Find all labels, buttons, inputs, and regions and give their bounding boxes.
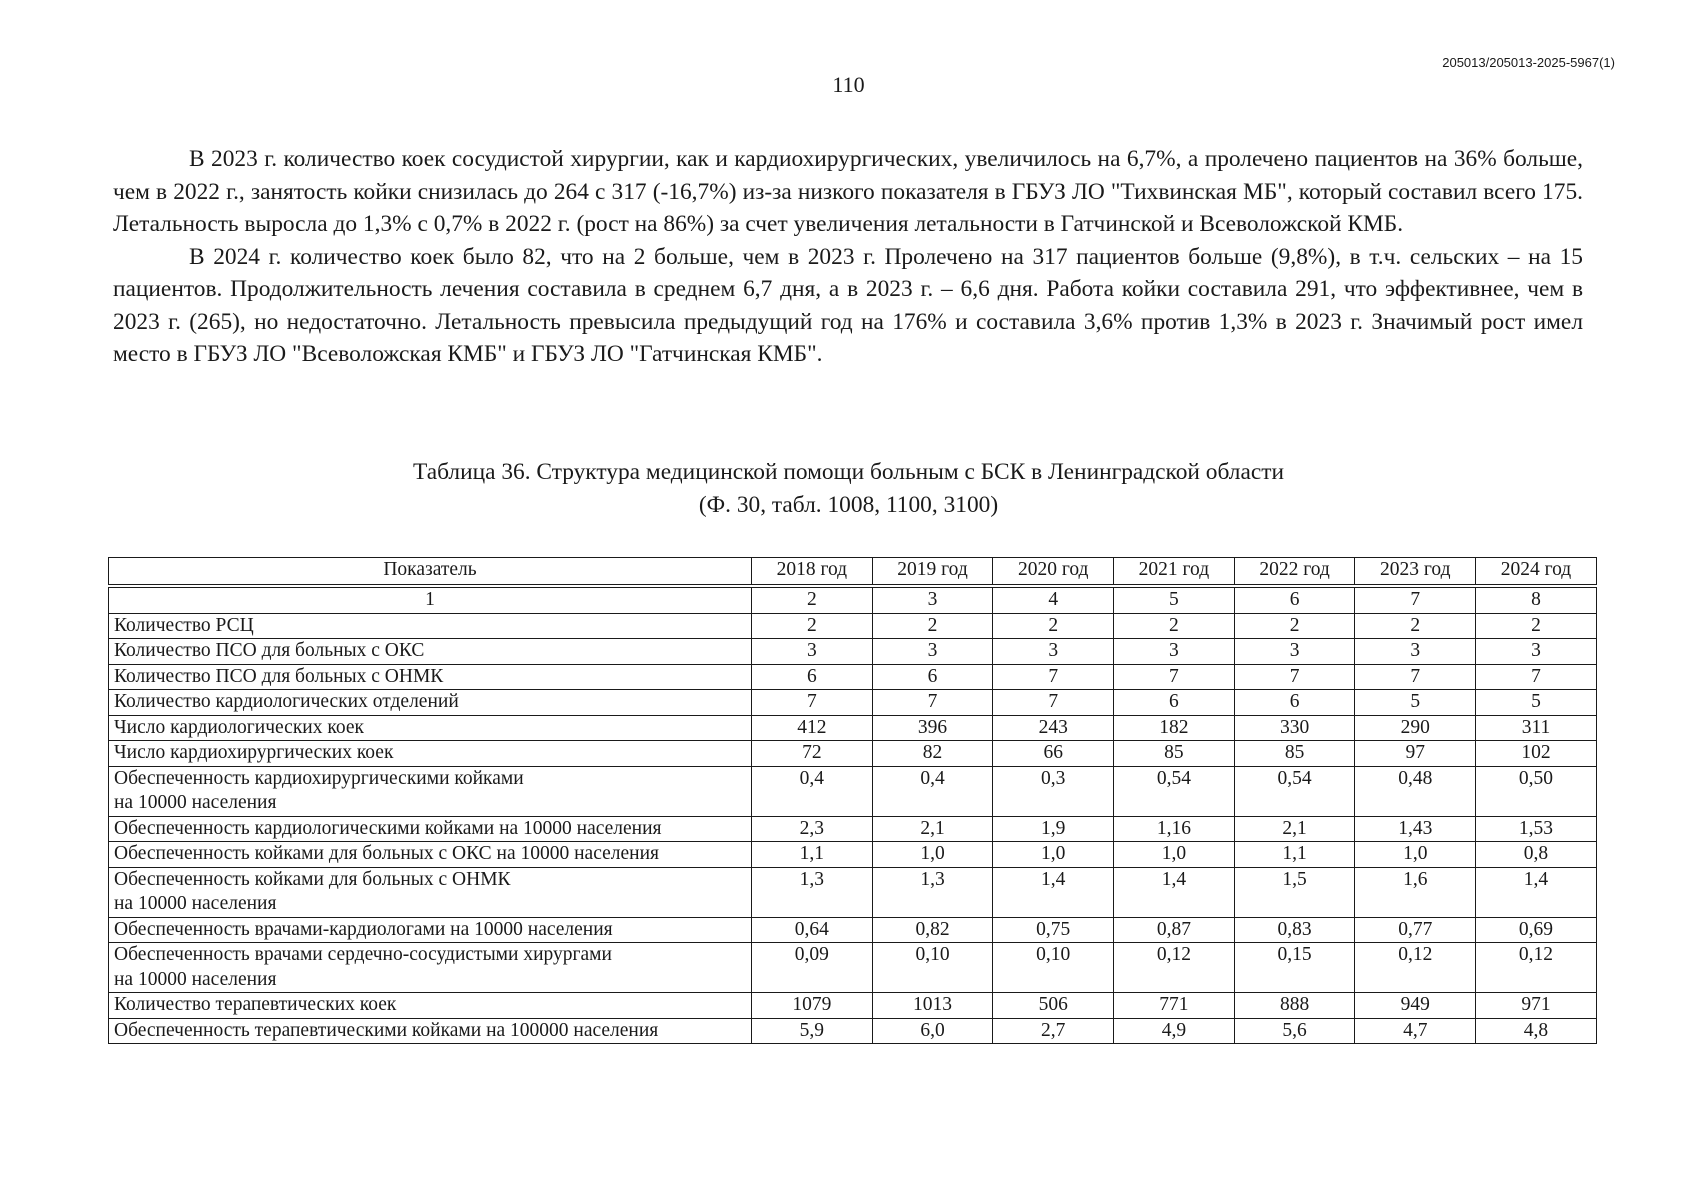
table-cell: 0,15 [1234,943,1355,993]
table-cell: 888 [1234,993,1355,1019]
table-caption-title: Таблица 36. Структура медицинской помощи больным с БСК в Ленинградской области [413,459,1284,485]
table-cell: 0,54 [1234,766,1355,816]
table-cell: 0,10 [872,943,993,993]
table-cell: 0,12 [1114,943,1235,993]
table-cell: 0,69 [1476,917,1597,943]
indicators-table [108,557,1597,1044]
table-row [109,943,1597,993]
table-row [109,664,1597,690]
paragraph-2023: В 2023 г. количество коек сосудистой хирургии, как и кардиохирургических, увеличилось на 6,7%, а пролечено пациентов на 36% больше, чем в 2022 г., занятость койки снизилась до 264 с 317 (-16,7%) из-за низкого показателя в ГБУЗ ЛО "Тихвинская МБ", который составил всего 175. Летальность выросла до 1,3% с 0,7% в 2022 г. (рост на 86%) за счет увеличения летальности в Гатчинской и Всеволожской КМБ. [113,146,1583,237]
table-cell: 1,3 [872,867,993,917]
table-row [109,993,1597,1019]
table-cell: 182 [1114,715,1235,741]
table-cell: 7 [1114,664,1235,690]
table-cell: 2,1 [1234,816,1355,842]
table-cell: 1,4 [1476,867,1597,917]
table-cell: 290 [1355,715,1476,741]
table-cell: 1,0 [1114,842,1235,868]
table-cell: 3 [1476,639,1597,665]
table-cell: 243 [993,715,1114,741]
column-number: 6 [1234,586,1355,613]
row-label: Обеспеченность кардиохирургическими койками на 10000 населения [109,766,752,816]
table-cell: 412 [752,715,873,741]
table-cell: 0,83 [1234,917,1355,943]
table-cell: 1,1 [1234,842,1355,868]
table-cell: 5 [1476,690,1597,716]
table-cell: 4,8 [1476,1018,1597,1044]
document-code: 205013/205013-2025-5967(1) [1442,55,1615,70]
row-label: Обеспеченность врачами сердечно-сосудистыми хирургами на 10000 населения [109,943,752,993]
table-cell: 0,8 [1476,842,1597,868]
table-cell: 2 [1355,613,1476,639]
table-cell: 2 [1114,613,1235,639]
table-cell: 771 [1114,993,1235,1019]
table-cell: 2 [872,613,993,639]
table-cell: 2 [993,613,1114,639]
table-cell: 85 [1234,741,1355,767]
table-cell: 1,43 [1355,816,1476,842]
table-cell: 0,64 [752,917,873,943]
column-number: 1 [109,586,752,613]
row-label: Количество ПСО для больных с ОНМК [109,664,752,690]
table-cell: 0,12 [1355,943,1476,993]
column-header-2021: 2021 год [1114,558,1235,587]
table-cell: 1,4 [1114,867,1235,917]
row-label: Количество РСЦ [109,613,752,639]
table-cell: 1,16 [1114,816,1235,842]
table-cell: 6 [1114,690,1235,716]
row-label: Количество ПСО для больных с ОКС [109,639,752,665]
table-cell: 7 [993,690,1114,716]
table-cell: 0,82 [872,917,993,943]
table-cell: 971 [1476,993,1597,1019]
table-cell: 0,77 [1355,917,1476,943]
row-label: Число кардиологических коек [109,715,752,741]
page-number: 110 [832,72,865,97]
table-cell: 7 [752,690,873,716]
column-number-row [109,586,1597,613]
table-cell: 0,09 [752,943,873,993]
table-cell: 1,6 [1355,867,1476,917]
table-cell: 2,3 [752,816,873,842]
table-cell: 3 [1355,639,1476,665]
table-cell: 396 [872,715,993,741]
table-cell: 949 [1355,993,1476,1019]
row-label: Число кардиохирургических коек [109,741,752,767]
table-cell: 1013 [872,993,993,1019]
table-cell: 330 [1234,715,1355,741]
table-cell: 6 [752,664,873,690]
table-cell: 7 [1355,664,1476,690]
table-cell: 6 [872,664,993,690]
column-number: 3 [872,586,993,613]
table-cell: 0,87 [1114,917,1235,943]
table-row [109,613,1597,639]
table-row [109,766,1597,816]
table-row [109,690,1597,716]
table-cell: 5,6 [1234,1018,1355,1044]
table-cell: 3 [1234,639,1355,665]
table-cell: 5 [1355,690,1476,716]
row-label: Обеспеченность койками для больных с ОКС на 10000 населения [109,842,752,868]
table-cell: 1,5 [1234,867,1355,917]
table-cell: 7 [993,664,1114,690]
table-row [109,639,1597,665]
column-header-2024: 2024 год [1476,558,1597,587]
table-cell: 0,4 [752,766,873,816]
table-cell: 3 [993,639,1114,665]
table-cell: 1,0 [993,842,1114,868]
table-cell: 0,3 [993,766,1114,816]
table-cell: 7 [872,690,993,716]
table-header-row [109,558,1597,587]
table-cell: 5,9 [752,1018,873,1044]
table-cell: 1,9 [993,816,1114,842]
table-row [109,1018,1597,1044]
table-row [109,917,1597,943]
table-cell: 6,0 [872,1018,993,1044]
column-number: 2 [752,586,873,613]
table-cell: 1,3 [752,867,873,917]
row-label: Обеспеченность врачами-кардиологами на 10000 населения [109,917,752,943]
table-cell: 1,0 [872,842,993,868]
table-caption [0,456,1697,521]
table-row [109,816,1597,842]
row-label: Количество кардиологических отделений [109,690,752,716]
table-cell: 4,9 [1114,1018,1235,1044]
table-cell: 2 [1234,613,1355,639]
column-header-2018: 2018 год [752,558,873,587]
table-cell: 2,7 [993,1018,1114,1044]
table-cell: 1,0 [1355,842,1476,868]
row-label: Обеспеченность кардиологическими койками на 10000 населения [109,816,752,842]
table-cell: 1079 [752,993,873,1019]
paragraph-2024: В 2024 г. количество коек было 82, что на 2 больше, чем в 2023 г. Пролечено на 317 пациентов больше (9,8%), в т.ч. сельских – на 15 пациентов. Продолжительность лечения составила в среднем 6,7 дня, а в 2023 г. – 6,6 дня. Работа койки составила 291, что эффективнее, чем в 2023 г. (265), но недостаточно. Летальность превысила предыдущий год на 176% и составила 3,6% против 1,3% в 2023 г. Значимый рост имел место в ГБУЗ ЛО "Всеволожская КМБ" и ГБУЗ ЛО "Гатчинская КМБ". [113,243,1583,367]
table-cell: 7 [1476,664,1597,690]
table-cell: 0,12 [1476,943,1597,993]
table-cell: 1,53 [1476,816,1597,842]
column-number: 5 [1114,586,1235,613]
row-label: Обеспеченность терапевтическими койками на 100000 населения [109,1018,752,1044]
table-cell: 2 [752,613,873,639]
table-cell: 1,1 [752,842,873,868]
body-text [113,143,1583,371]
table-cell: 3 [752,639,873,665]
table-caption-source: (Ф. 30, табл. 1008, 1100, 3100) [698,491,999,518]
table-cell: 66 [993,741,1114,767]
column-number: 7 [1355,586,1476,613]
table-cell: 6 [1234,690,1355,716]
column-header-2019: 2019 год [872,558,993,587]
table-cell: 0,75 [993,917,1114,943]
column-number: 8 [1476,586,1597,613]
table-cell: 0,4 [872,766,993,816]
table-cell: 0,48 [1355,766,1476,816]
table-cell: 7 [1234,664,1355,690]
column-number: 4 [993,586,1114,613]
table-cell: 506 [993,993,1114,1019]
table-cell: 0,50 [1476,766,1597,816]
row-label: Количество терапевтических коек [109,993,752,1019]
column-header-indicator: Показатель [109,558,752,587]
table-cell: 0,54 [1114,766,1235,816]
table-cell: 2,1 [872,816,993,842]
table-row [109,741,1597,767]
table-row [109,715,1597,741]
table-cell: 3 [872,639,993,665]
column-header-2023: 2023 год [1355,558,1476,587]
table-cell: 4,7 [1355,1018,1476,1044]
table-cell: 3 [1114,639,1235,665]
table-cell: 102 [1476,741,1597,767]
table-row [109,842,1597,868]
column-header-2022: 2022 год [1234,558,1355,587]
table-cell: 85 [1114,741,1235,767]
table-row [109,867,1597,917]
row-label: Обеспеченность койками для больных с ОНМК на 10000 населения [109,867,752,917]
table-cell: 82 [872,741,993,767]
table-cell: 1,4 [993,867,1114,917]
column-header-2020: 2020 год [993,558,1114,587]
table-cell: 97 [1355,741,1476,767]
table-cell: 0,10 [993,943,1114,993]
table-cell: 72 [752,741,873,767]
table-cell: 2 [1476,613,1597,639]
table-cell: 311 [1476,715,1597,741]
